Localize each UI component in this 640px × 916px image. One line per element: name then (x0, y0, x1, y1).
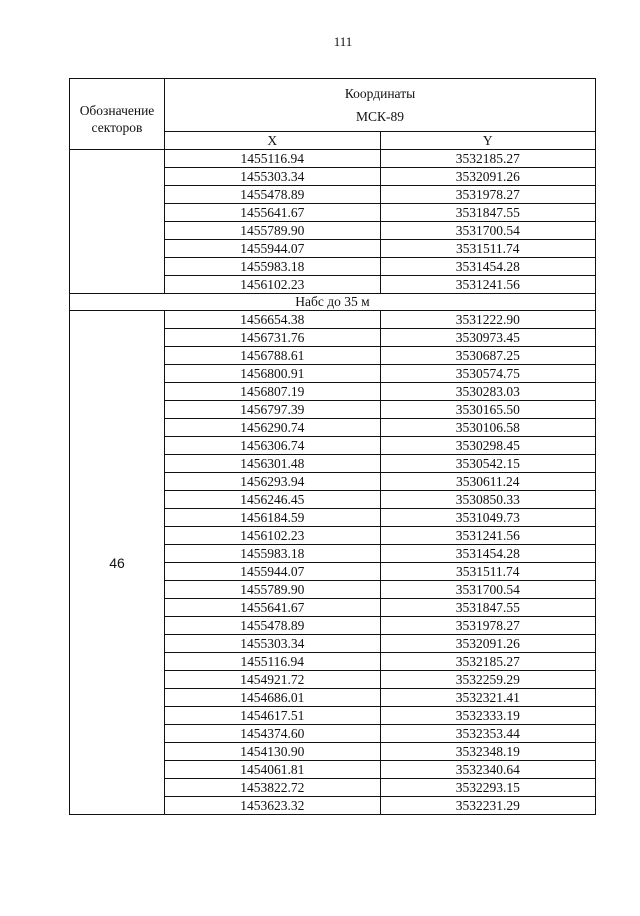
y-coordinate-cell: 3530574.75 (380, 365, 596, 383)
coordinates-label: Координаты (344, 86, 416, 101)
y-coordinate-cell: 3531511.74 (380, 563, 596, 581)
x-coordinate-cell: 1455983.18 (165, 545, 381, 563)
y-column-header: Y (380, 132, 596, 150)
y-coordinate-cell: 3531978.27 (380, 617, 596, 635)
y-coordinate-cell: 3530165.50 (380, 401, 596, 419)
y-coordinate-cell: 3532348.19 (380, 743, 596, 761)
sector-column-header: Обозначение секторов (70, 79, 165, 150)
y-coordinate-cell: 3531978.27 (380, 186, 596, 204)
x-coordinate-cell: 1455944.07 (165, 240, 381, 258)
x-coordinate-cell: 1453822.72 (165, 779, 381, 797)
x-coordinate-cell: 1455116.94 (165, 653, 381, 671)
y-coordinate-cell: 3532340.64 (380, 761, 596, 779)
page-number: 111 (333, 34, 353, 49)
x-coordinate-cell: 1455478.89 (165, 186, 381, 204)
x-column-header: X (165, 132, 381, 150)
table-header-row (70, 79, 596, 132)
y-coordinate-cell: 3531700.54 (380, 581, 596, 599)
x-coordinate-cell: 1456800.91 (165, 365, 381, 383)
y-coordinate-cell: 3531241.56 (380, 527, 596, 545)
y-coordinate-cell: 3530850.33 (380, 491, 596, 509)
x-coordinate-cell: 1456102.23 (165, 276, 381, 294)
x-coordinate-cell: 1455478.89 (165, 617, 381, 635)
y-coordinate-cell: 3530106.58 (380, 419, 596, 437)
y-coordinate-cell: 3532353.44 (380, 725, 596, 743)
x-coordinate-cell: 1453623.32 (165, 797, 381, 815)
x-coordinate-cell: 1456290.74 (165, 419, 381, 437)
y-coordinate-cell: 3532321.41 (380, 689, 596, 707)
y-coordinate-cell: 3532185.27 (380, 653, 596, 671)
y-coordinate-cell: 3531454.28 (380, 258, 596, 276)
y-coordinate-cell: 3531222.90 (380, 311, 596, 329)
x-coordinate-cell: 1456301.48 (165, 455, 381, 473)
y-coordinate-cell: 3532091.26 (380, 635, 596, 653)
y-coordinate-cell: 3531511.74 (380, 240, 596, 258)
x-coordinate-cell: 1454130.90 (165, 743, 381, 761)
x-coordinate-cell: 1456807.19 (165, 383, 381, 401)
y-coordinate-cell: 3531700.54 (380, 222, 596, 240)
x-coordinate-cell: 1455789.90 (165, 581, 381, 599)
x-coordinate-cell: 1455641.67 (165, 204, 381, 222)
y-coordinate-cell: 3531847.55 (380, 204, 596, 222)
x-coordinate-cell: 1455303.34 (165, 168, 381, 186)
y-coordinate-cell: 3531241.56 (380, 276, 596, 294)
x-coordinate-cell: 1455116.94 (165, 150, 381, 168)
y-coordinate-cell: 3531049.73 (380, 509, 596, 527)
x-coordinate-cell: 1454617.51 (165, 707, 381, 725)
coordinate-system-label: МСК-89 (355, 109, 404, 124)
sector-label-cell: 46 (70, 311, 165, 815)
block1-rows (70, 150, 596, 294)
x-coordinate-cell: 1456184.59 (165, 509, 381, 527)
x-coordinate-cell: 1456306.74 (165, 437, 381, 455)
y-coordinate-cell: 3530973.45 (380, 329, 596, 347)
coordinates-header (165, 79, 596, 132)
x-coordinate-cell: 1454061.81 (165, 761, 381, 779)
y-coordinate-cell: 3530611.24 (380, 473, 596, 491)
x-coordinate-cell: 1455641.67 (165, 599, 381, 617)
y-coordinate-cell: 3530542.15 (380, 455, 596, 473)
x-coordinate-cell: 1456102.23 (165, 527, 381, 545)
x-coordinate-cell: 1456788.61 (165, 347, 381, 365)
y-coordinate-cell: 3532185.27 (380, 150, 596, 168)
x-coordinate-cell: 1454686.01 (165, 689, 381, 707)
table-row (70, 150, 596, 168)
y-coordinate-cell: 3530687.25 (380, 347, 596, 365)
y-coordinate-cell: 3532293.15 (380, 779, 596, 797)
x-coordinate-cell: 1456293.94 (165, 473, 381, 491)
coordinates-table (69, 78, 596, 815)
y-coordinate-cell: 3532333.19 (380, 707, 596, 725)
x-coordinate-cell: 1456654.38 (165, 311, 381, 329)
y-coordinate-cell: 3532259.29 (380, 671, 596, 689)
x-coordinate-cell: 1455983.18 (165, 258, 381, 276)
sector-cell-empty (70, 150, 165, 294)
depth-note: Набс до 35 м (70, 294, 596, 311)
table-row (70, 311, 596, 329)
y-coordinate-cell: 3530298.45 (380, 437, 596, 455)
y-coordinate-cell: 3532091.26 (380, 168, 596, 186)
note-row (70, 294, 596, 311)
note-section (70, 294, 596, 311)
sector-46-rows (70, 311, 596, 815)
y-coordinate-cell: 3532231.29 (380, 797, 596, 815)
y-coordinate-cell: 3530283.03 (380, 383, 596, 401)
y-coordinate-cell: 3531454.28 (380, 545, 596, 563)
y-coordinate-cell: 3531847.55 (380, 599, 596, 617)
x-coordinate-cell: 1456246.45 (165, 491, 381, 509)
x-coordinate-cell: 1454374.60 (165, 725, 381, 743)
x-coordinate-cell: 1454921.72 (165, 671, 381, 689)
x-coordinate-cell: 1456731.76 (165, 329, 381, 347)
x-coordinate-cell: 1455303.34 (165, 635, 381, 653)
x-coordinate-cell: 1455789.90 (165, 222, 381, 240)
x-coordinate-cell: 1455944.07 (165, 563, 381, 581)
x-coordinate-cell: 1456797.39 (165, 401, 381, 419)
